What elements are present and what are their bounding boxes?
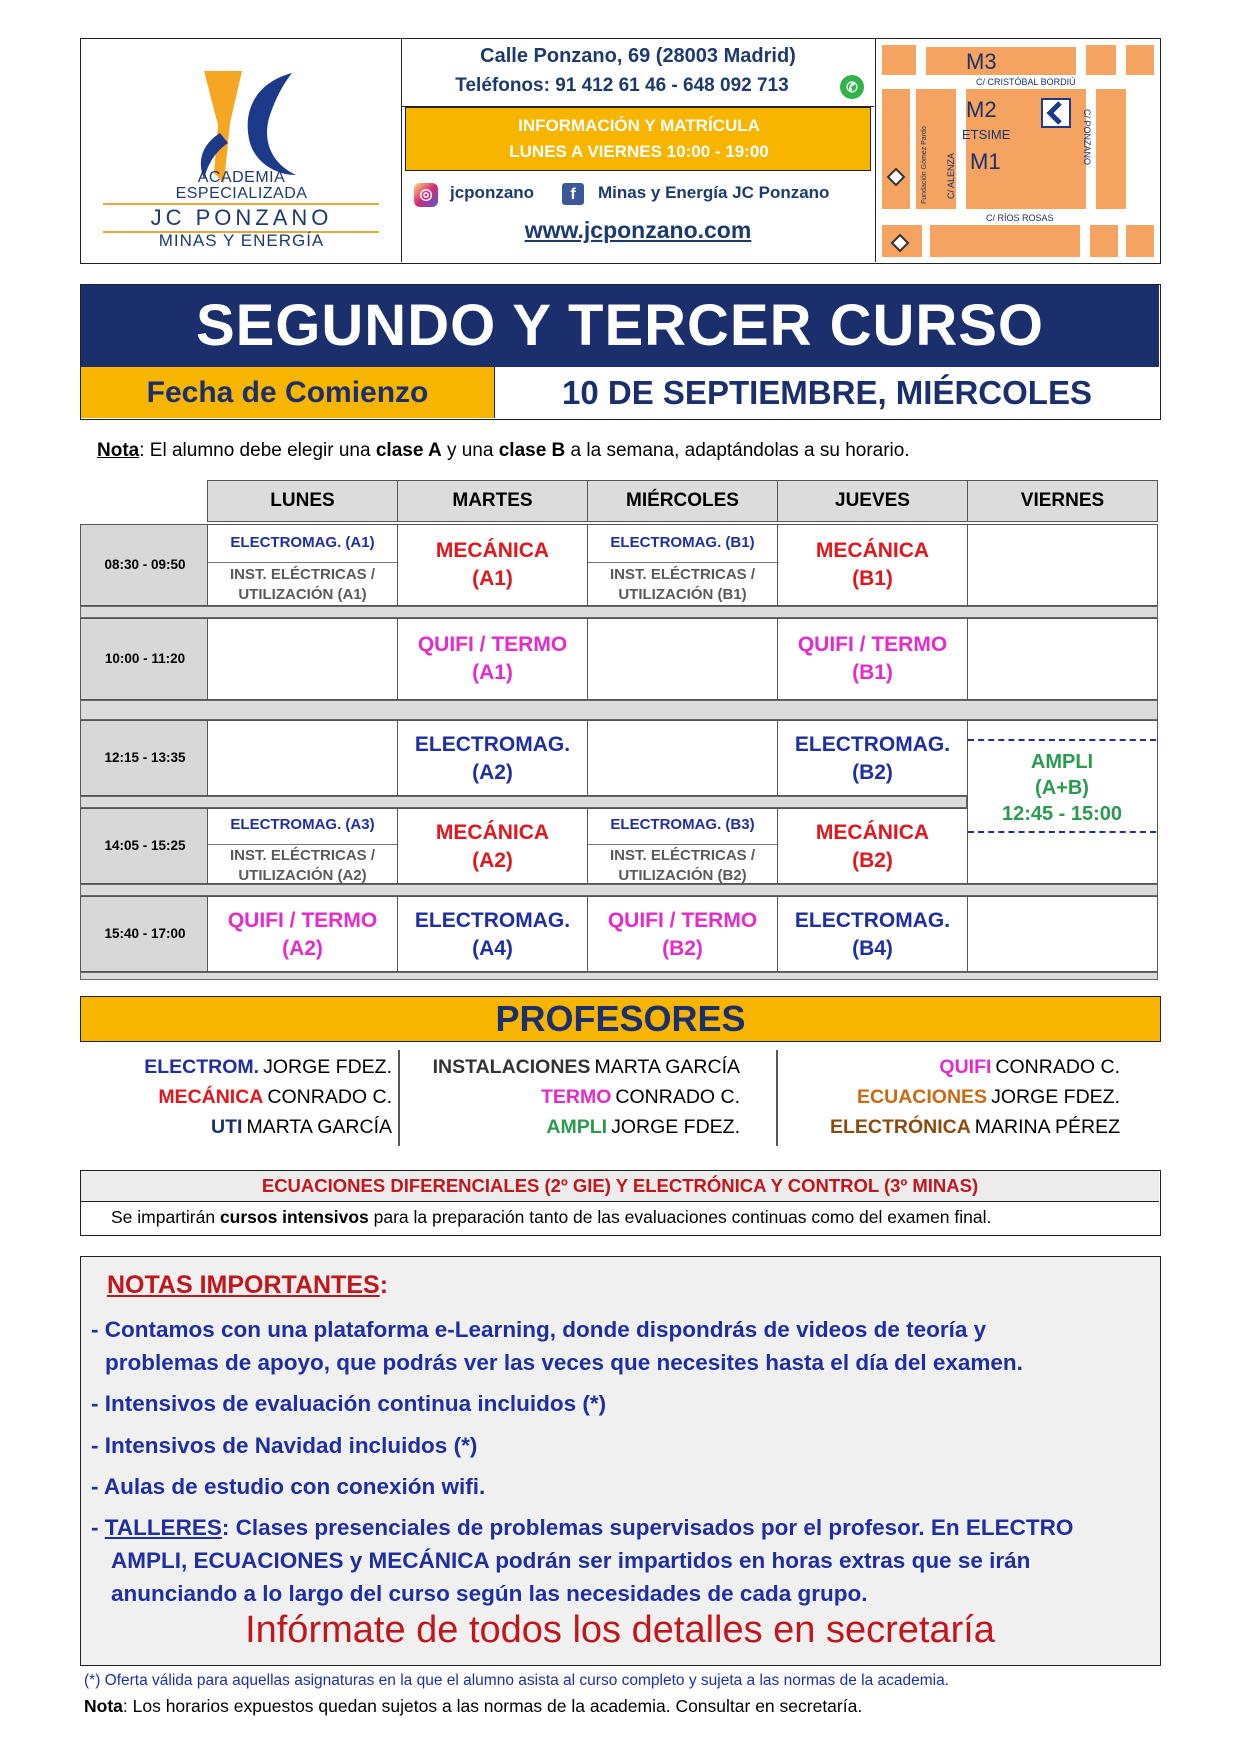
r4-lunes-bot2: UTILIZACIÓN (A2) [238,867,367,884]
prof-electronica [780,1112,1120,1142]
row-gap-1 [80,606,1158,618]
cell-r1-viernes [967,524,1158,606]
r2-jueves-l1: QUIFI / TERMO [797,633,948,656]
r1-jueves-l1: MECÁNICA [815,539,930,562]
prof-ampli-name: JORGE FDEZ. [611,1116,740,1138]
nota-t3: a la semana, adaptándolas a su horario. [565,440,910,461]
whatsapp-icon[interactable]: ✆ [840,75,864,99]
r1-lunes-top: ELECTROMAG. (A1) [208,525,397,563]
instagram-icon[interactable]: ◎ [414,183,438,207]
r1-jueves-l2: (B1) [852,567,893,590]
map-m3: M3 [966,49,997,74]
location-map [876,39,1159,262]
prof-divider-2 [776,1050,778,1146]
day-header-martes: MARTES [397,480,588,522]
header [80,38,1161,264]
nota-b1: clase A [375,440,442,461]
profesores-col1 [80,1052,392,1142]
cell-r1-miercoles [587,524,778,606]
ecu-t1: Se impartirán [111,1207,220,1227]
footer-nota-text: : Los horarios expuestos quedan sujetos a las normas de la academia. Consultar en secretaría. [122,1696,863,1716]
prof-electronica-name: MARINA PÉREZ [974,1116,1120,1138]
cell-r4-martes [397,808,588,884]
footer-oferta: (*) Oferta válida para aquellas asignaturas en la que el alumno asista al curso completo y sujeta a las normas de la academia. [84,1672,950,1689]
cell-r5-lunes [207,896,398,972]
r4-mie-top: ELECTROMAG. (B3) [588,809,777,845]
r4-mie-bot2: UTILIZACIÓN (B2) [618,867,747,884]
nota-talleres-1 [91,1511,1073,1544]
profesores-col2 [400,1052,740,1142]
profesores-col3 [780,1052,1120,1142]
ecu-b1: cursos intensivos [219,1207,369,1227]
cell-r5-viernes [967,896,1158,972]
r5-lunes-l2: (A2) [282,937,323,960]
cell-r3-lunes [207,720,398,796]
r5-martes-l2: (A4) [472,937,513,960]
ampli-title: AMPLI [1030,751,1094,773]
nota-aulas-wifi: - Aulas de estudio con conexión wifi. [91,1474,486,1499]
website-link[interactable]: www.jcponzano.com [524,217,752,243]
info-title: INFORMACIÓN Y MATRÍCULA [518,116,760,135]
cell-r2-jueves [777,618,968,700]
r1-lunes-bot1: INST. ELÉCTRICAS / [229,566,375,583]
prof-ecuaciones-name: JORGE FDEZ. [991,1086,1120,1108]
nota-t1: : El alumno debe elegir una [139,440,376,461]
contact-panel [402,39,876,262]
map-etsime: ETSIME [962,127,1011,142]
map-fundacion: Fundación Gómez Pardo [921,126,928,204]
r4-jueves-l1: MECÁNICA [815,821,930,844]
facebook-icon[interactable]: f [562,183,584,205]
cell-r3-miercoles [587,720,778,796]
r5-mie-l2: (B2) [662,937,703,960]
r1-martes-l2: (A1) [472,567,513,590]
phones[interactable]: Teléfonos: 91 412 61 46 - 648 092 713 [455,75,789,96]
profesores-title: PROFESORES [80,996,1161,1042]
nota-top [97,440,910,462]
r3-jueves-l2: (B2) [852,761,893,784]
prof-uti-name: MARTA GARCÍA [246,1116,392,1138]
row-gap-5 [80,972,1158,980]
prof-electrom-subject: ELECTROM. [144,1056,260,1078]
r4-martes-l2: (A2) [472,849,513,872]
prof-termo [400,1082,740,1112]
map-street-left: C/ ALENZA [946,152,956,199]
r3-martes-l2: (A2) [472,761,513,784]
address-block [402,39,874,107]
informate-banner: Infórmate de todos los detalles en secretaría [245,1609,995,1651]
notas-heading-colon: : [379,1271,389,1299]
prof-mecanica [80,1082,392,1112]
nota-talleres-3: anunciando a lo largo del curso según las necesidades de cada grupo. [111,1581,868,1606]
time-slot-1: 08:30 - 09:50 [80,524,210,606]
cell-r4-lunes [207,808,398,884]
ecuaciones-desc [111,1207,991,1228]
r5-martes-l1: ELECTROMAG. [414,909,571,932]
r5-lunes-l1: QUIFI / TERMO [227,909,378,932]
ecu-t2: para la preparación tanto de las evaluaciones continuas como del examen final. [368,1207,992,1227]
social-links [402,175,874,211]
cell-r5-miercoles [587,896,778,972]
prof-mecanica-subject: MECÁNICA [158,1086,264,1108]
info-banner [405,107,871,171]
prof-quifi-name: CONRADO C. [995,1056,1120,1078]
prof-ampli [400,1112,740,1142]
cell-r2-martes [397,618,588,700]
page-title: SEGUNDO Y TERCER CURSO [81,285,1159,367]
notas-box [80,1256,1161,1666]
start-date-label: Fecha de Comienzo [81,367,495,418]
footer-nota-label: Nota [84,1696,123,1716]
r1-lunes-bot2: UTILIZACIÓN (A1) [238,586,367,603]
ampli-dash-bottom [968,831,1156,833]
prof-electrom [80,1052,392,1082]
footer-nota [84,1696,862,1717]
map-street-right: C/ PONZANO [1082,109,1092,166]
day-header-lunes: LUNES [207,480,398,522]
logo-subtitle: MINAS Y ENERGÍA [158,231,325,250]
cell-r3-jueves [777,720,968,796]
address: Calle Ponzano, 69 (28003 Madrid) [480,45,796,67]
r4-jueves-l2: (B2) [852,849,893,872]
r3-martes-l1: ELECTROMAG. [414,733,571,756]
prof-uti [80,1112,392,1142]
r4-lunes-top: ELECTROMAG. (A3) [208,809,397,845]
cell-r1-jueves [777,524,968,606]
nota-elearning-2: problemas de apoyo, que podrás ver las veces que necesites hasta el día del examen. [105,1350,1023,1375]
nota-label: Nota [97,440,140,461]
map-street-bottom: C/ RÍOS ROSAS [986,213,1054,223]
prof-instalaciones [400,1052,740,1082]
prof-instalaciones-name: MARTA GARCÍA [594,1056,740,1078]
cell-r4-miercoles [587,808,778,884]
info-hours: LUNES A VIERNES 10:00 - 19:00 [509,142,769,161]
r3-jueves-l1: ELECTROMAG. [794,733,951,756]
prof-ecuaciones [780,1082,1120,1112]
ampli-hours: 12:45 - 15:00 [1001,803,1123,825]
notas-heading [107,1271,388,1300]
prof-electrom-name: JORGE FDEZ. [263,1056,392,1078]
r5-jueves-l2: (B4) [852,937,893,960]
cell-r4-jueves [777,808,968,884]
logo-line-especializada: ESPECIALIZADA [175,185,308,202]
r4-lunes-bot1: INST. ELÉCTRICAS / [229,847,375,864]
r1-mie-bot1: INST. ELÉCTRICAS / [609,566,755,583]
time-slot-5: 15:40 - 17:00 [80,896,210,972]
prof-termo-name: CONRADO C. [615,1086,740,1108]
r2-martes-l2: (A1) [472,661,513,684]
r1-mie-top: ELECTROMAG. (B1) [588,525,777,563]
map-graphic [876,39,1159,262]
time-slot-4: 14:05 - 15:25 [80,808,210,884]
time-slot-2: 10:00 - 11:20 [80,618,210,700]
ampli-groups: (A+B) [1035,777,1089,799]
prof-ecuaciones-subject: ECUACIONES [857,1086,988,1108]
cell-r3-martes [397,720,588,796]
cell-r2-viernes [967,618,1158,700]
ecuaciones-box [80,1170,1161,1236]
cell-r1-martes [397,524,588,606]
schedule-table [80,480,1161,980]
prof-uti-subject: UTI [211,1116,243,1138]
cell-viernes-ampli-block [967,720,1158,884]
map-m2: M2 [966,97,997,122]
nota-elearning-1: - Contamos con una plataforma e-Learning, donde dispondrás de videos de teoría y [91,1317,987,1342]
prof-instalaciones-subject: INSTALACIONES [432,1056,591,1078]
talleres-text-1: : Clases presenciales de problemas supervisados por el profesor. En ELECTRO [221,1515,1074,1540]
r5-mie-l1: QUIFI / TERMO [607,909,758,932]
cell-r5-martes [397,896,588,972]
logo-name: JC PONZANO [150,205,333,230]
r1-mie-bot2: UTILIZACIÓN (B1) [618,586,747,603]
prof-quifi [780,1052,1120,1082]
nota-b2: clase B [498,440,566,461]
map-street-top: C/ CRISTÓBAL BORDIÚ [976,77,1076,87]
r4-martes-l1: MECÁNICA [435,821,550,844]
prof-ampli-subject: AMPLI [546,1116,608,1138]
day-header-miercoles: MIÉRCOLES [587,480,778,522]
prof-termo-subject: TERMO [540,1086,612,1108]
prof-quifi-subject: QUIFI [939,1056,992,1078]
r2-jueves-l2: (B1) [852,661,893,684]
talleres-label: TALLERES [104,1515,222,1540]
row-gap-4 [80,884,1158,896]
map-m1: M1 [970,149,1001,174]
notas-heading-text: NOTAS IMPORTANTES [107,1271,380,1299]
cell-r5-jueves [777,896,968,972]
day-header-viernes: VIERNES [967,480,1158,522]
prof-mecanica-name: CONRADO C. [267,1086,392,1108]
ampli-dash-top [968,721,1156,741]
cell-r2-lunes [207,618,398,700]
nota-talleres-2: AMPLI, ECUACIONES y MECÁNICA podrán ser impartidos en horas extras que se irán [111,1548,1031,1573]
r5-jueves-l1: ELECTROMAG. [794,909,951,932]
logo-line-academia: ACADEMIA [197,169,286,186]
instagram-link[interactable]: jcponzano [450,183,535,202]
row-gap-2 [80,700,1158,720]
nota-t2: y una [441,440,499,461]
course-title-box [80,284,1161,420]
facebook-link[interactable]: Minas y Energía JC Ponzano [598,183,830,202]
start-date-value: 10 DE SEPTIEMBRE, MIÉRCOLES [562,374,1092,411]
nota-intensivos-evaluacion: - Intensivos de evaluación continua incluidos (*) [91,1391,607,1416]
cell-r1-lunes [207,524,398,606]
ecuaciones-title: ECUACIONES DIFERENCIALES (2º GIE) Y ELECTRÓNICA Y CONTROL (3º MINAS) [81,1171,1159,1202]
academy-logo [81,39,402,262]
time-slot-3: 12:15 - 13:35 [80,720,210,796]
cell-r2-miercoles [587,618,778,700]
r4-mie-bot1: INST. ELÉCTRICAS / [609,847,755,864]
row-gap-3 [80,796,967,808]
nota-intensivos-navidad: - Intensivos de Navidad incluidos (*) [91,1433,478,1458]
r2-martes-l1: QUIFI / TERMO [417,633,568,656]
prof-electronica-subject: ELECTRÓNICA [829,1116,971,1138]
talleres-dash: - [91,1515,105,1540]
day-header-jueves: JUEVES [777,480,968,522]
r1-martes-l1: MECÁNICA [435,539,550,562]
